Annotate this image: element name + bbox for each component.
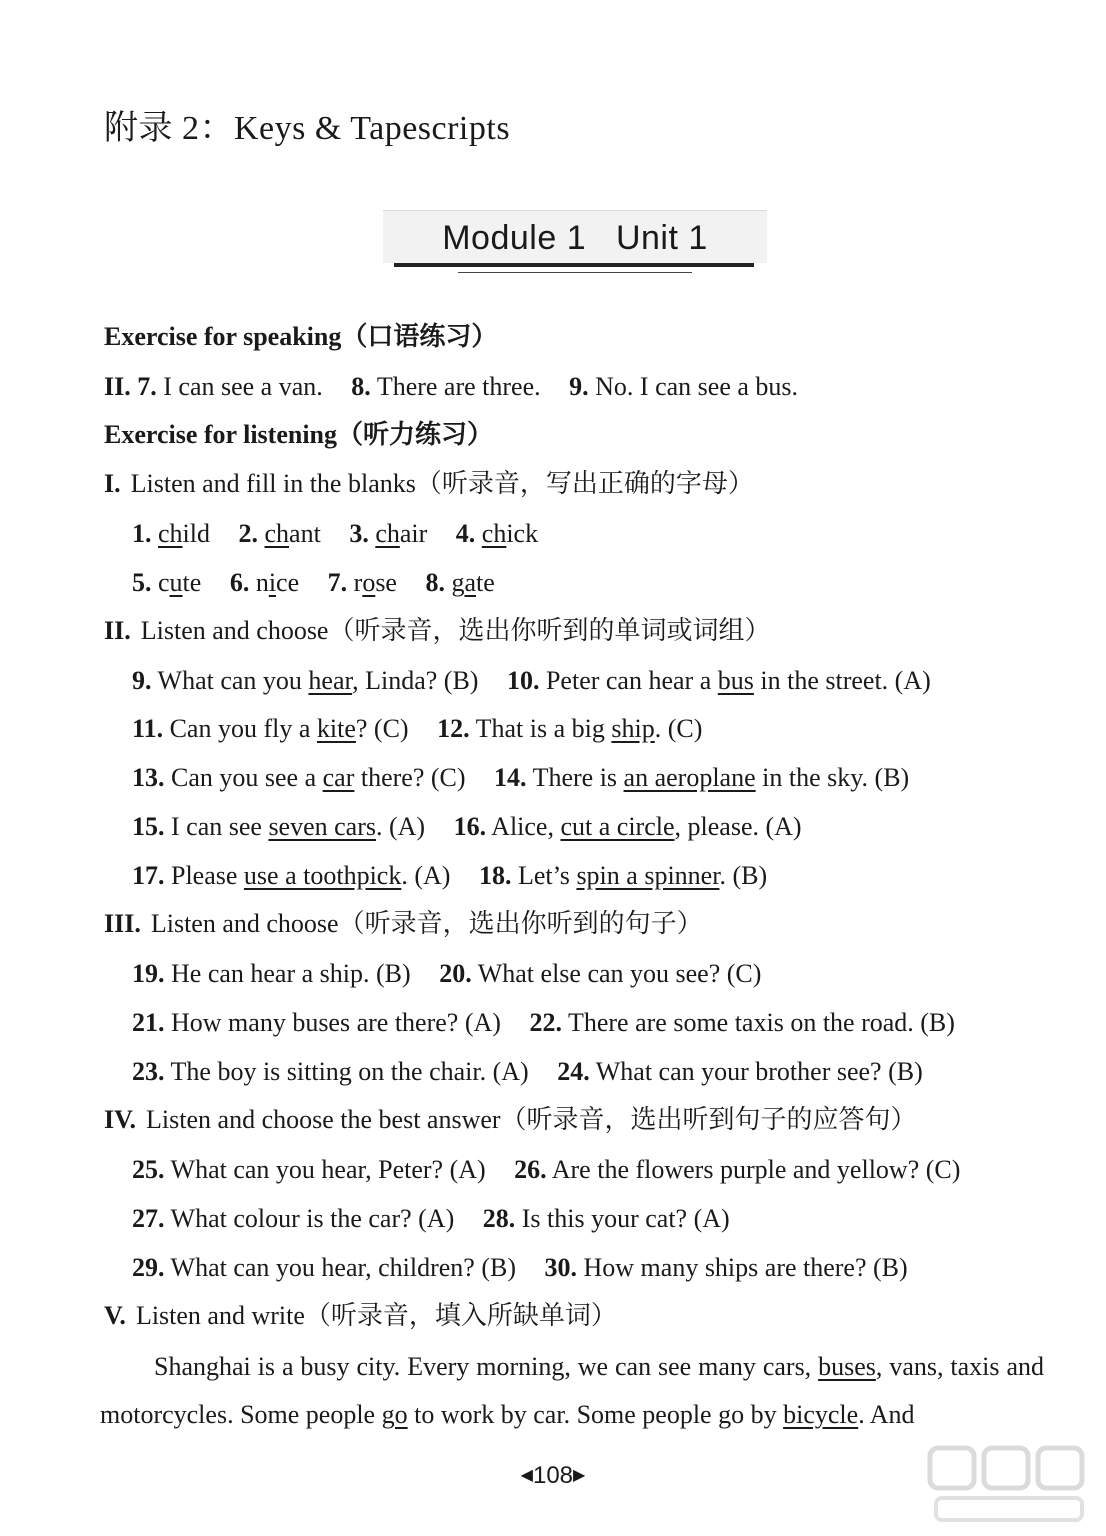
- answer-text: What can your brother see? (B): [595, 1057, 923, 1086]
- roman-numeral: II.: [104, 372, 131, 401]
- word-part: ant: [289, 519, 321, 548]
- section-ii-title: [104, 614, 770, 648]
- item-number: 15.: [132, 812, 165, 841]
- item-number: 29.: [132, 1253, 165, 1282]
- item-number: 13.: [132, 763, 165, 792]
- roman-numeral: I.: [104, 469, 121, 498]
- word-part: te: [182, 568, 202, 597]
- section-ii-row: [132, 859, 767, 893]
- item-number: 5.: [132, 568, 152, 597]
- item-number: 8.: [351, 372, 371, 401]
- answer-text: The boy is sitting on the chair. (A): [170, 1057, 529, 1086]
- title-rule-thin: [458, 272, 692, 273]
- answer-text: How many buses are there? (A): [171, 1008, 501, 1037]
- passage-text: . And: [858, 1400, 915, 1429]
- item-number: 25.: [132, 1155, 165, 1184]
- item-number: 17.: [132, 861, 165, 890]
- word-part: r: [353, 568, 363, 597]
- item-number: 14.: [494, 763, 527, 792]
- page-number-text: 108: [532, 1462, 574, 1489]
- appendix-title: 附录 2：Keys & Tapescripts: [104, 110, 511, 147]
- passage-paragraph: [100, 1343, 1044, 1439]
- answer-text: Alice,: [491, 812, 561, 841]
- word-part: ce: [276, 568, 300, 597]
- underlined-answer: car: [322, 763, 355, 792]
- item-number: 6.: [229, 568, 250, 597]
- section-iv-row: [132, 1153, 960, 1187]
- item-number: 7.: [137, 372, 157, 401]
- underlined-answer: ship: [611, 714, 655, 743]
- module-title-box: [383, 210, 767, 263]
- underlined-answer: a: [464, 568, 477, 597]
- underlined-answer: ch: [481, 519, 507, 548]
- passage-text: Shanghai is a busy city. Every morning, we can see many cars,: [154, 1352, 819, 1381]
- item-number: 28.: [482, 1204, 516, 1233]
- answer-text: . (B): [719, 861, 768, 890]
- speaking-answers: [104, 370, 798, 404]
- word-part: g: [451, 568, 465, 597]
- item-number: 26.: [514, 1155, 547, 1184]
- watermark-logo-icon: [926, 1442, 1092, 1526]
- triangle-left-icon: ◀: [520, 1467, 533, 1484]
- underlined-answer: use a toothpick: [243, 861, 402, 890]
- answer-text: That is a big: [475, 714, 612, 743]
- underlined-answer: u: [169, 568, 183, 597]
- underlined-answer: an aeroplane: [623, 763, 756, 792]
- answer-text: How many ships are there? (B): [583, 1253, 908, 1282]
- underlined-answer: kite: [316, 714, 356, 743]
- section-iii-row: [132, 957, 761, 991]
- underlined-answer: buses: [818, 1352, 876, 1381]
- section-instruction: Listen and choose（听录音，选出你听到的句子）: [150, 909, 703, 938]
- underlined-answer: seven cars: [268, 812, 376, 841]
- answer-text: He can hear a ship. (B): [171, 959, 411, 988]
- answer-text: What can you hear, Peter? (A): [170, 1155, 486, 1184]
- module-title: Module 1 Unit 1: [442, 219, 708, 257]
- underlined-answer: ch: [264, 519, 290, 548]
- underlined-answer: go: [381, 1400, 408, 1429]
- answer-text: I can see: [171, 812, 269, 841]
- roman-numeral: III.: [104, 909, 141, 938]
- answer-text: What can you hear, children? (B): [170, 1253, 516, 1282]
- answer-text: Is this your cat? (A): [521, 1204, 730, 1233]
- section-ii-row: [132, 712, 702, 746]
- underlined-answer: i: [268, 568, 277, 597]
- underlined-answer: hear: [308, 666, 353, 695]
- answer-text: There is: [532, 763, 624, 792]
- answer-text: , please. (A): [674, 812, 802, 841]
- answer-text: . (C): [654, 714, 703, 743]
- answer-text: Peter can hear a: [545, 666, 718, 695]
- item-number: 27.: [132, 1204, 165, 1233]
- underlined-answer: bicycle: [783, 1400, 859, 1429]
- section-i-title: [104, 467, 754, 501]
- answer-text: ? (C): [355, 714, 409, 743]
- answer-text: I can see a van.: [163, 372, 323, 401]
- roman-numeral: IV.: [104, 1105, 137, 1134]
- underlined-answer: cut a circle: [560, 812, 675, 841]
- title-rule-thick: [394, 263, 754, 267]
- underlined-answer: spin a spinner: [576, 861, 720, 890]
- word-part: ild: [182, 519, 210, 548]
- word-part: se: [375, 568, 397, 597]
- item-number: 2.: [238, 519, 258, 548]
- section-iii-row: [132, 1055, 923, 1089]
- word-part: te: [476, 568, 495, 597]
- item-number: 9.: [569, 372, 589, 401]
- answer-text: , Linda? (B): [352, 666, 479, 695]
- underlined-answer: ch: [158, 519, 183, 548]
- section-instruction: Listen and fill in the blanks（听录音，写出正确的字母）: [130, 469, 754, 498]
- answer-text: Please: [171, 861, 244, 890]
- section-iv-row: [132, 1202, 730, 1236]
- section-i-row-1: [132, 517, 538, 551]
- answer-text: . (A): [401, 861, 451, 890]
- answer-text: What can you: [157, 666, 309, 695]
- item-number: 21.: [132, 1008, 165, 1037]
- passage-text: to work by car. Some people go by: [407, 1400, 784, 1429]
- section-iii-row: [132, 1006, 955, 1040]
- section-v-title: [104, 1299, 617, 1333]
- item-number: 11.: [132, 714, 164, 743]
- answer-text: What colour is the car? (A): [170, 1204, 455, 1233]
- answer-text: There are some taxis on the road. (B): [567, 1008, 955, 1037]
- answer-text: Are the flowers purple and yellow? (C): [551, 1155, 961, 1184]
- answer-text: there? (C): [354, 763, 466, 792]
- answer-text: Can you fly a: [169, 714, 317, 743]
- item-number: 7.: [327, 568, 348, 597]
- answer-text: Can you see a: [171, 763, 323, 792]
- section-instruction: Listen and choose（听录音，选出你听到的单词或词组）: [140, 616, 771, 645]
- item-number: 12.: [437, 714, 470, 743]
- answer-text: What else can you see? (C): [477, 959, 762, 988]
- item-number: 4.: [455, 519, 476, 548]
- item-number: 23.: [132, 1057, 165, 1086]
- section-instruction: Listen and write（听录音，填入所缺单词）: [135, 1301, 617, 1330]
- triangle-right-icon: ▶: [573, 1467, 586, 1484]
- item-number: 20.: [439, 959, 472, 988]
- section-iv-title: [104, 1103, 917, 1137]
- section-iii-title: [104, 907, 703, 941]
- speaking-heading: Exercise for speaking（口语练习）: [104, 322, 498, 351]
- item-number: 8.: [425, 568, 445, 597]
- item-number: 24.: [557, 1057, 590, 1086]
- listening-heading: Exercise for listening（听力练习）: [104, 420, 494, 449]
- word-part: n: [255, 568, 269, 597]
- section-ii-row: [132, 664, 931, 698]
- word-part: air: [399, 519, 428, 548]
- section-ii-row: [132, 810, 802, 844]
- section-instruction: Listen and choose the best answer（听录音，选出听到句子的应答句）: [146, 1105, 917, 1134]
- passage-text: , vans, taxis and motorcycles. Some people: [100, 1352, 1044, 1429]
- answer-text: No. I can see a bus.: [595, 372, 799, 401]
- item-number: 16.: [453, 812, 487, 841]
- item-number: 9.: [132, 666, 152, 695]
- word-part: ick: [506, 519, 539, 548]
- item-number: 10.: [506, 666, 540, 695]
- roman-numeral: II.: [104, 616, 131, 645]
- item-number: 19.: [132, 959, 165, 988]
- item-number: 22.: [529, 1008, 562, 1037]
- answer-text: in the street. (A): [753, 666, 931, 695]
- roman-numeral: V.: [104, 1301, 126, 1330]
- answer-text: There are three.: [376, 372, 541, 401]
- item-number: 3.: [349, 519, 369, 548]
- underlined-answer: bus: [717, 666, 754, 695]
- section-iv-row: [132, 1251, 908, 1285]
- item-number: 30.: [544, 1253, 577, 1282]
- underlined-answer: ch: [375, 519, 400, 548]
- item-number: 18.: [478, 861, 512, 890]
- answer-text: in the sky. (B): [755, 763, 910, 792]
- section-i-row-2: [132, 566, 495, 600]
- answer-text: . (A): [376, 812, 426, 841]
- section-ii-row: [132, 761, 909, 795]
- item-number: 1.: [132, 519, 152, 548]
- word-part: c: [158, 568, 170, 597]
- answer-text: Let’s: [517, 861, 577, 890]
- underlined-answer: o: [362, 568, 376, 597]
